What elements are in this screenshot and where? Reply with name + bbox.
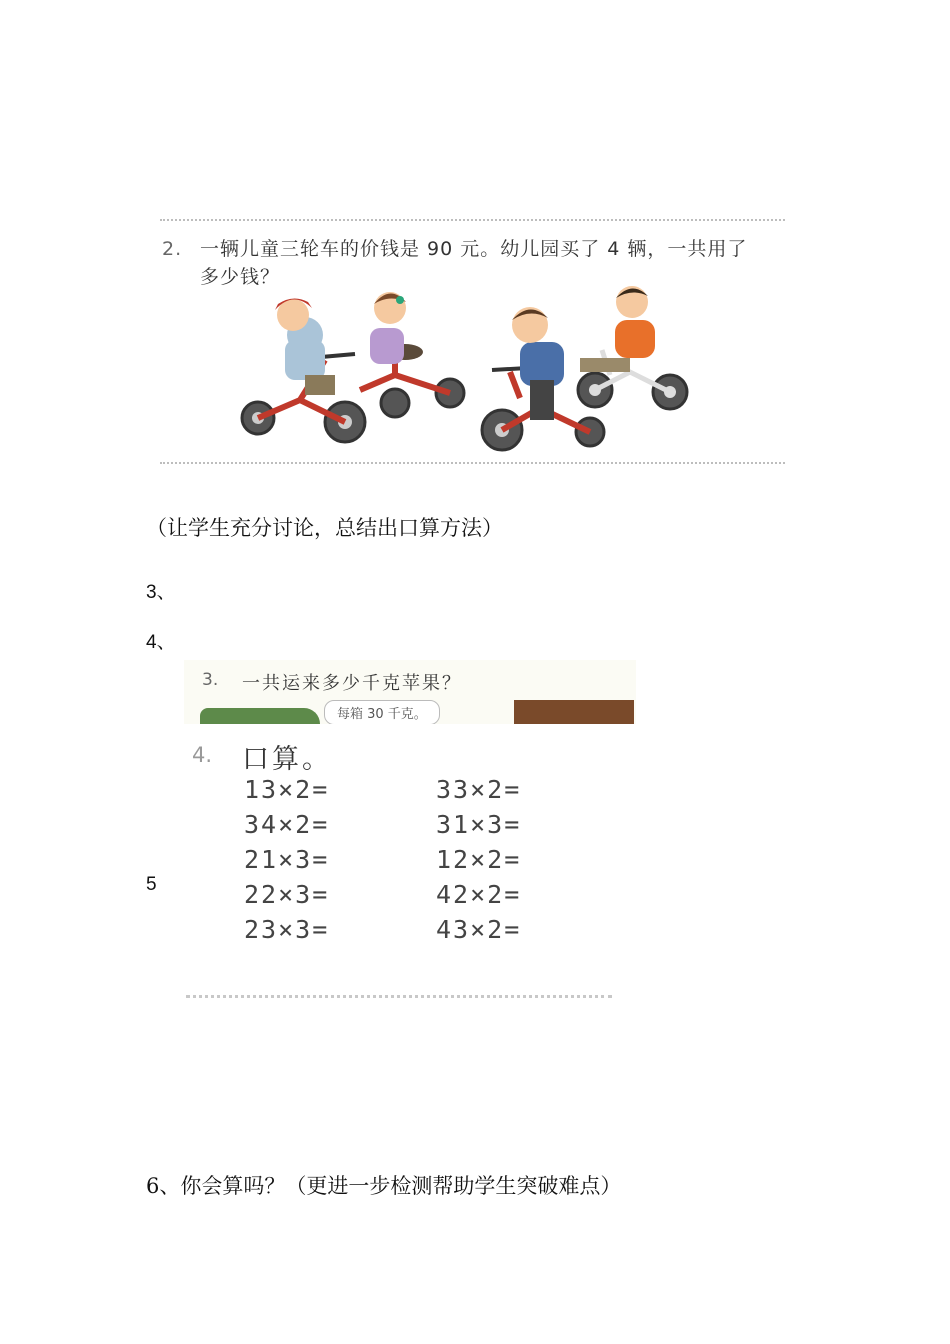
apples-problem-image (184, 660, 636, 724)
apples-problem-text: 一共运来多少千克苹果？ (242, 673, 462, 694)
exercise-dotted-rule (186, 995, 612, 998)
right-eq-4: 42×2= (436, 880, 522, 909)
item-5-label: 5 (146, 874, 157, 895)
discussion-note: （让学生充分讨论，总结出口算方法） (146, 516, 503, 540)
box-label: 每箱 30 千克。 (324, 700, 440, 724)
top-dotted-rule (160, 219, 785, 221)
apples-problem-number: 3. (202, 670, 219, 690)
left-eq-1: 13×2= (244, 775, 330, 804)
child-tricycle-2 (360, 292, 464, 417)
exercise-number: 4. (192, 743, 213, 767)
item-3-label: 3、 (146, 582, 176, 603)
mental-math-image (184, 733, 614, 1003)
right-eq-5: 43×2= (436, 915, 522, 944)
tricycles-illustration (230, 280, 700, 460)
grass-strip (200, 708, 320, 724)
problem-2-number: 2. (162, 238, 183, 260)
left-eq-2: 34×2= (244, 810, 330, 839)
right-eq-1: 33×2= (436, 775, 522, 804)
left-eq-3: 21×3= (244, 845, 330, 874)
item-6-text: 6、你会算吗？（更进一步检测帮助学生突破难点） (146, 1174, 622, 1198)
item-4-label: 4、 (146, 632, 176, 653)
truck-image (514, 700, 634, 724)
left-eq-5: 23×3= (244, 915, 330, 944)
right-eq-2: 31×3= (436, 810, 522, 839)
child-tricycle-4 (578, 286, 687, 409)
exercise-title: 口算。 (242, 744, 332, 775)
problem-2-text-line1: 一辆儿童三轮车的价钱是 90 元。幼儿园买了 4 辆，一共用了 (200, 238, 748, 260)
problem-2-text-line2: 多少钱？ (200, 266, 281, 288)
child-tricycle-1 (242, 298, 365, 442)
right-eq-3: 12×2= (436, 845, 522, 874)
bottom-dotted-rule (160, 462, 785, 464)
left-eq-4: 22×3= (244, 880, 330, 909)
